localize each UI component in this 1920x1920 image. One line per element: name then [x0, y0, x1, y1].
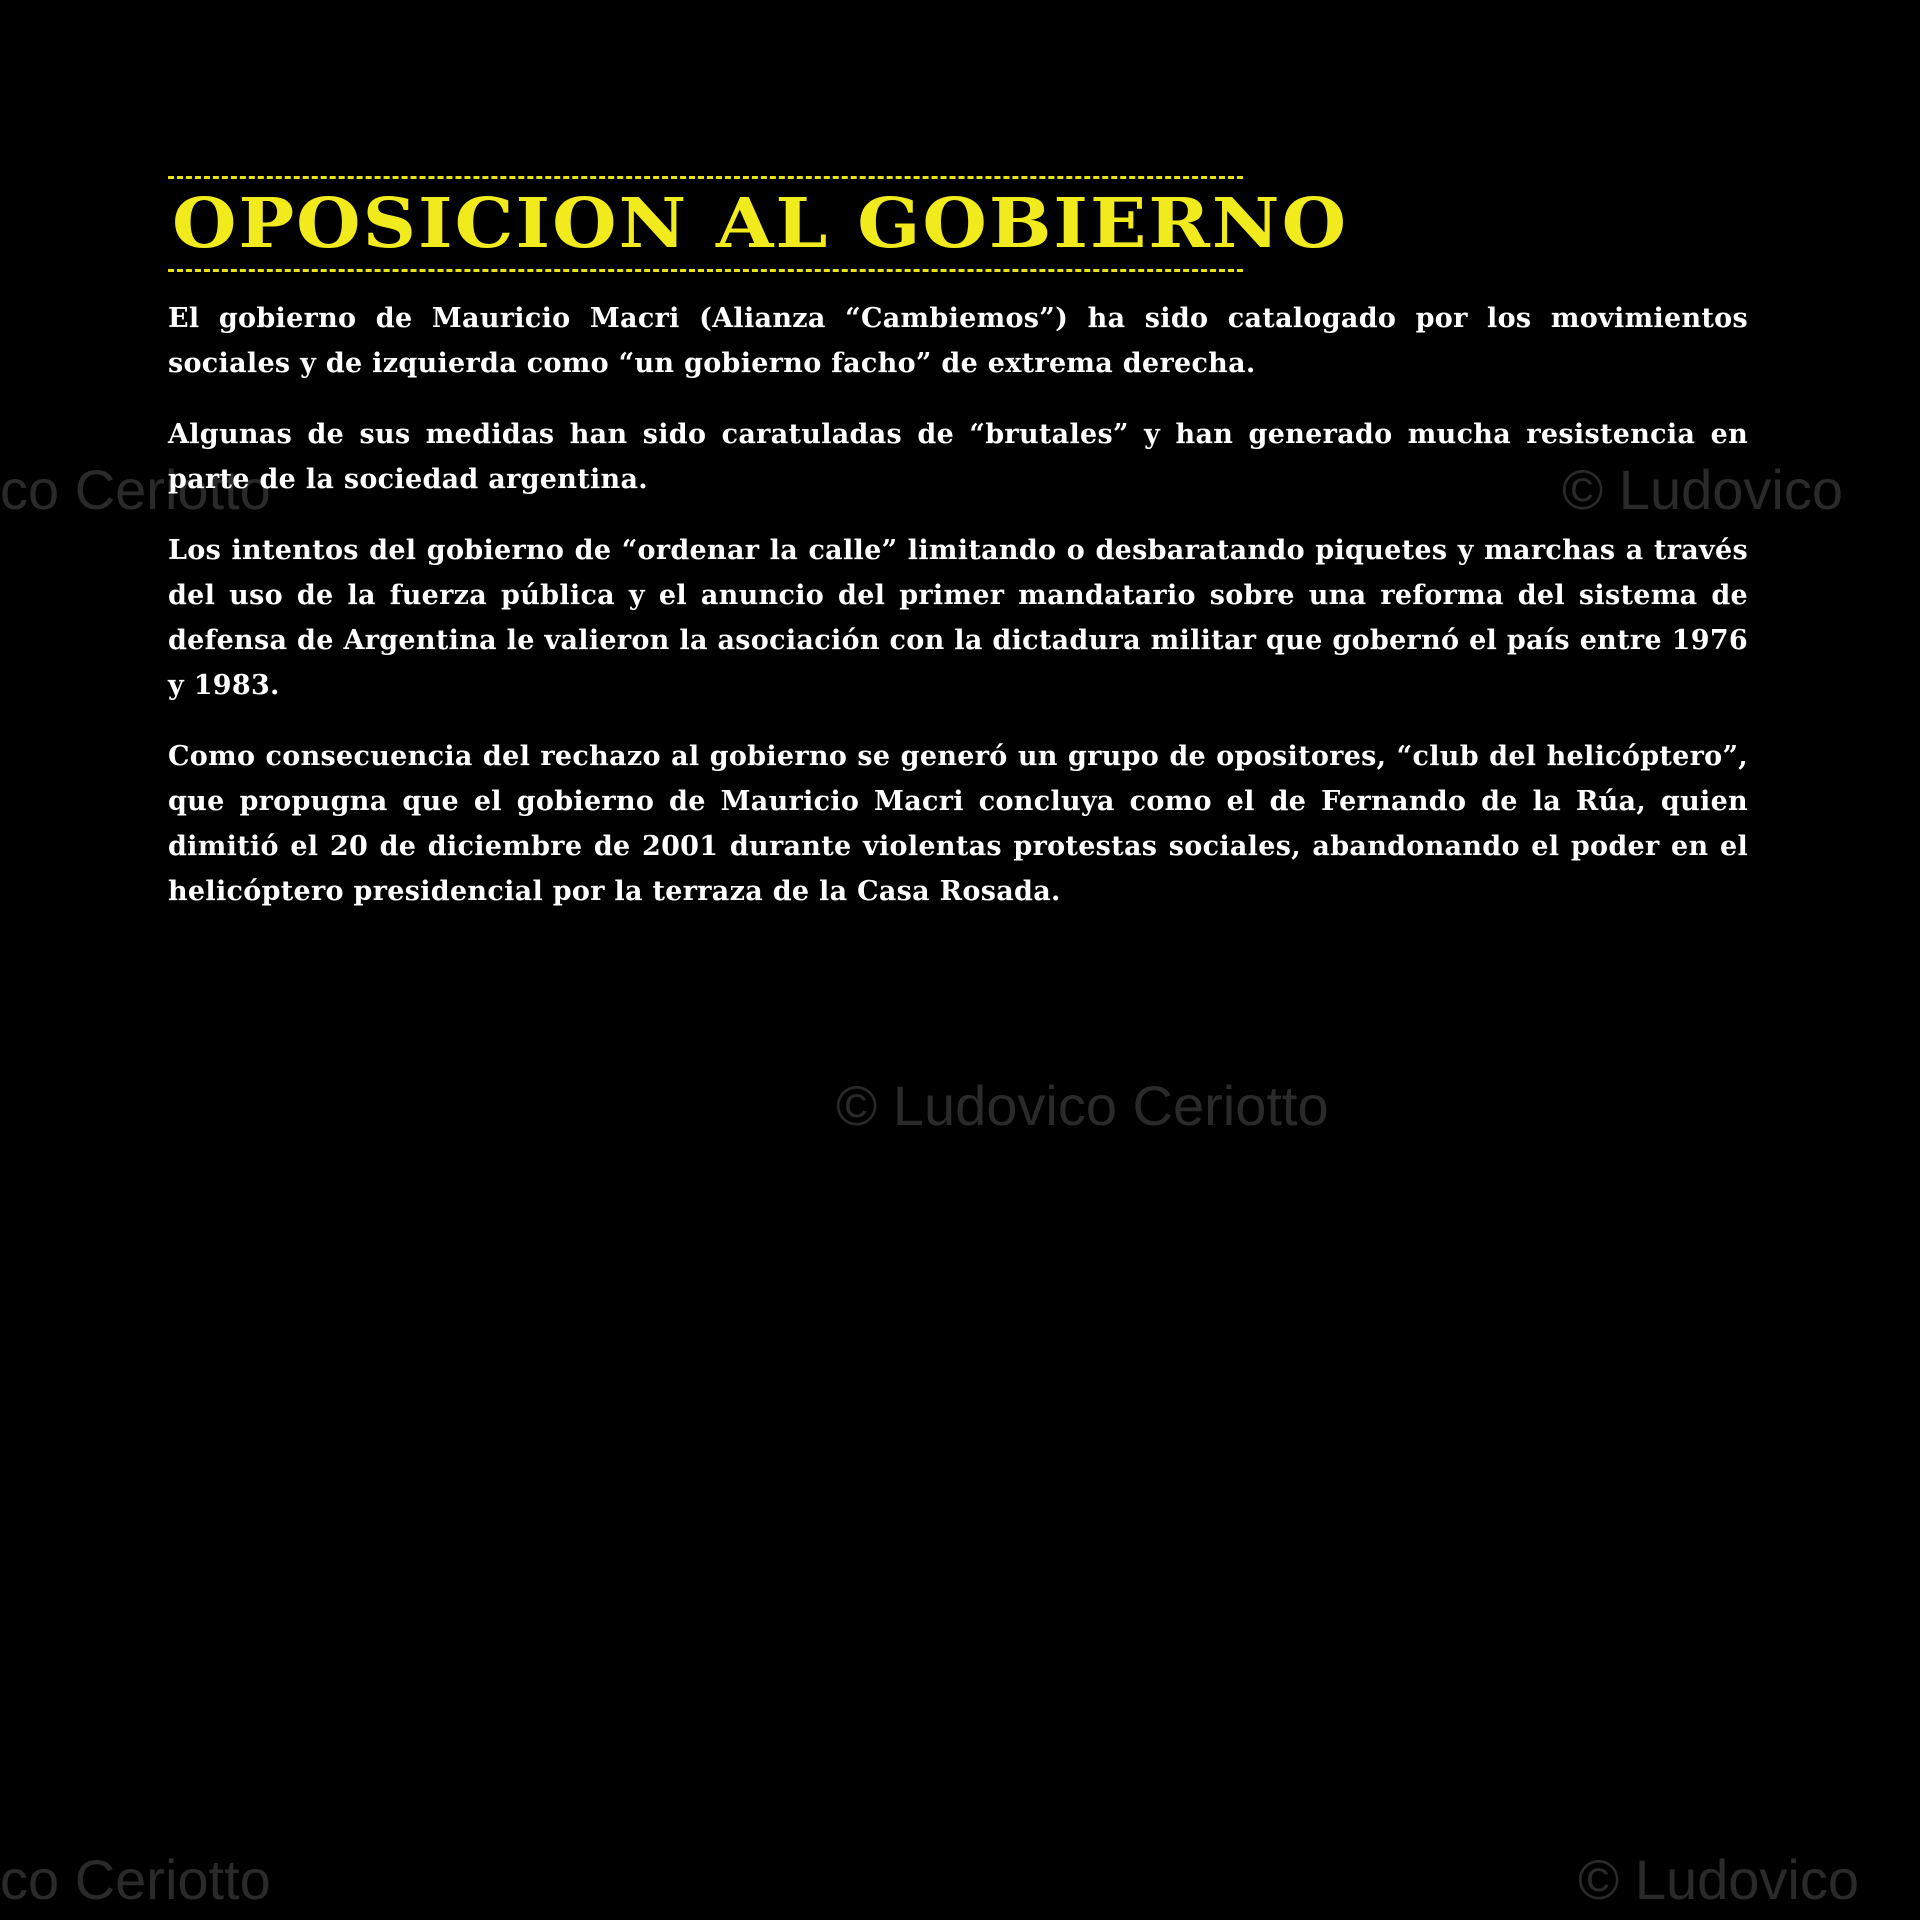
- page-title: OPOSICION AL GOBIERNO: [172, 184, 1349, 264]
- watermark-center: © Ludovico Ceriotto: [836, 1074, 1329, 1137]
- paragraph-1: El gobierno de Mauricio Macri (Alianza “Cambiemos”) ha sido catalogado por los movimientos sociales y de izquierda como “un gobierno facho” de extrema derecha.: [168, 303, 1748, 379]
- title-banner: [168, 176, 1349, 272]
- paragraph-3: Los intentos del gobierno de “ordenar la calle” limitando o desbaratando piquetes y marchas a través del uso de la fuerza pública y el anuncio del primer mandatario sobre una reforma del sistema de defensa de Argentina le valieron la asociación con la dictadura militar que gobernó el país entre 1976 y 1983.: [168, 535, 1748, 701]
- watermark-right-upper: © Ludovico: [1562, 458, 1843, 521]
- watermark-right-lower: © Ludovico: [1578, 1848, 1859, 1911]
- article-body: [168, 296, 1748, 940]
- watermark-left-lower: co Ceriotto: [0, 1848, 271, 1911]
- watermark-left-upper: co Ceriotto: [0, 458, 271, 521]
- paragraph-2: Algunas de sus medidas han sido caratuladas de “brutales” y han generado mucha resistencia en parte de la sociedad argentina.: [168, 419, 1748, 495]
- paragraph-4: Como consecuencia del rechazo al gobierno se generó un grupo de opositores, “club del helicóptero”, que propugna que el gobierno de Mauricio Macri concluya como el de Fernando de la Rúa, quien dimitió el 20 de diciembre de 2001 durante violentas protestas sociales, abandonando el poder en el helicóptero presidencial por la terraza de la Casa Rosada.: [168, 741, 1748, 907]
